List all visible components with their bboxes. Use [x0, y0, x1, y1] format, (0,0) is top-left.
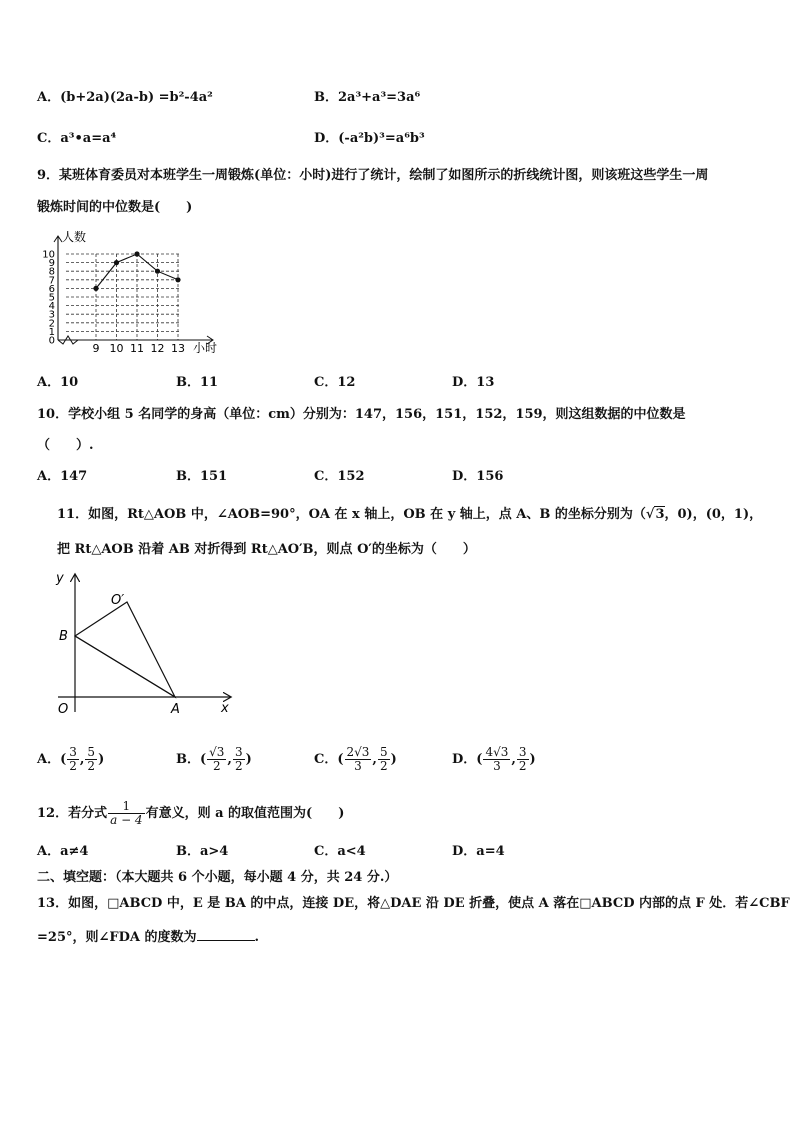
q9-option-b: B．11 — [176, 375, 219, 390]
y-tick-label: 10 — [42, 249, 55, 261]
q12-fraction: $\frac{1}{a - 4}$ — [110, 799, 143, 827]
q11-option-b: B．( $\frac{√3}{2}$ , $\frac{3}{2}$ ) — [176, 745, 252, 773]
fig-label-o: O — [58, 702, 69, 717]
q10-option-c: C．152 — [314, 469, 365, 484]
q11-line1-post: ，0)，(0，1)， — [664, 507, 763, 522]
fig-label-y: y — [56, 571, 64, 586]
x-tick-label: 10 — [109, 342, 124, 355]
q10-text-line1: 10．学校小组 5 名同学的身高（单位：cm）分别为：147，156，151，152，159，则这组数据的中位数是 — [37, 407, 686, 422]
data-point — [93, 286, 98, 291]
x-tick-label: 11 — [130, 342, 144, 355]
section-2-heading: 二、填空题：（本大题共 6 个小题，每小题 4 分，共 24 分.） — [37, 870, 398, 885]
y-tick-label: 5 — [48, 292, 55, 304]
y-tick-label: 0 — [48, 335, 55, 347]
fig-label-a: A — [171, 702, 180, 717]
q9-x-axis-label: 小时 — [193, 341, 218, 355]
y-tick-label: 7 — [48, 275, 55, 287]
q9-text-line1: 9．某班体育委员对本班学生一周锻炼(单位：小时)进行了统计，绘制了如图所示的折线统计图，则该班这些学生一周 — [37, 168, 709, 183]
q11-text-line2: 把 Rt△AOB 沿着 AB 对折得到 Rt△AO′B，则点 O′的坐标为（ ） — [57, 542, 476, 557]
fig-label-b: B — [59, 629, 68, 644]
answer-blank[interactable] — [197, 928, 255, 941]
q11-text-line1 — [57, 506, 762, 523]
x-tick-label: 9 — [92, 342, 100, 355]
sqrt-icon: √ — [645, 507, 655, 522]
data-point — [114, 260, 119, 265]
q11-line1-pre: 11．如图，Rt△AOB 中，∠AOB=90°，OA 在 x 轴上，OB 在 y 轴上，点 A、B 的坐标分别为（ — [57, 507, 646, 522]
y-tick-label: 4 — [48, 301, 55, 313]
q9-option-d: D．13 — [452, 375, 495, 390]
q9-text-line2: 锻炼时间的中位数是( ) — [37, 200, 193, 215]
q10-option-d: D．156 — [452, 469, 504, 484]
q12-option-c: C．a<4 — [314, 844, 366, 859]
q9-y-axis-label: 人数 — [62, 230, 87, 244]
q12-text: 12．若分式 $\frac{1}{a - 4}$ 有意义，则 a 的取值范围为( ) — [37, 799, 345, 827]
q8-option-c: C．a³•a=a⁴ — [37, 131, 117, 146]
data-point — [155, 269, 160, 274]
y-tick-label: 1 — [48, 326, 55, 338]
q11-option-c: C．( $\frac{2√3}{3}$ , $\frac{5}{2}$ ) — [314, 745, 397, 773]
data-point — [134, 251, 139, 256]
q10-option-b: B．151 — [176, 469, 228, 484]
q10-text-line2: （ ）. — [37, 438, 94, 453]
q11-option-a: A．( $\frac{3}{2}$ , $\frac{5}{2}$ ) — [37, 745, 105, 773]
fig-label-o-prime: O′ — [111, 593, 125, 608]
q12-option-a: A．a≠4 — [37, 844, 89, 859]
y-tick-label: 3 — [48, 309, 55, 321]
x-tick-label: 13 — [171, 342, 185, 355]
q13-text-line2: =25°，则∠FDA 的度数为 . — [37, 930, 260, 945]
q11-line1-radicand: 3 — [655, 507, 665, 522]
q9-line-chart — [30, 228, 230, 358]
q8-option-d: D．(-a²b)³=a⁶b³ — [314, 131, 425, 146]
y-tick-label: 9 — [48, 258, 55, 270]
y-tick-label: 6 — [48, 283, 55, 295]
y-tick-label: 2 — [48, 318, 55, 330]
q8-option-b: B．2a³+a³=3a⁶ — [314, 90, 421, 105]
q13-text-line1: 13．如图，□ABCD 中，E 是 BA 的中点，连接 DE，将△DAE 沿 DE 折叠，使点 A 落在□ABCD 内部的点 F 处．若∠CBF — [37, 896, 790, 911]
data-point — [175, 277, 180, 282]
y-tick-label: 8 — [48, 266, 55, 278]
q11-option-d: D．( $\frac{4√3}{3}$ , $\frac{3}{2}$ ) — [452, 745, 536, 773]
triangle-ao-prime-b — [75, 602, 175, 697]
x-tick-label: 12 — [150, 342, 165, 355]
q8-option-a: A．(b+2a)(2a-b) =b²-4a² — [37, 90, 213, 105]
fig-label-x: x — [221, 701, 229, 716]
q11-geometry-figure — [50, 570, 240, 720]
q9-option-a: A．10 — [37, 375, 79, 390]
q12-option-d: D．a=4 — [452, 844, 505, 859]
q9-option-c: C．12 — [314, 375, 356, 390]
q10-option-a: A．147 — [37, 469, 88, 484]
q12-option-b: B．a>4 — [176, 844, 229, 859]
